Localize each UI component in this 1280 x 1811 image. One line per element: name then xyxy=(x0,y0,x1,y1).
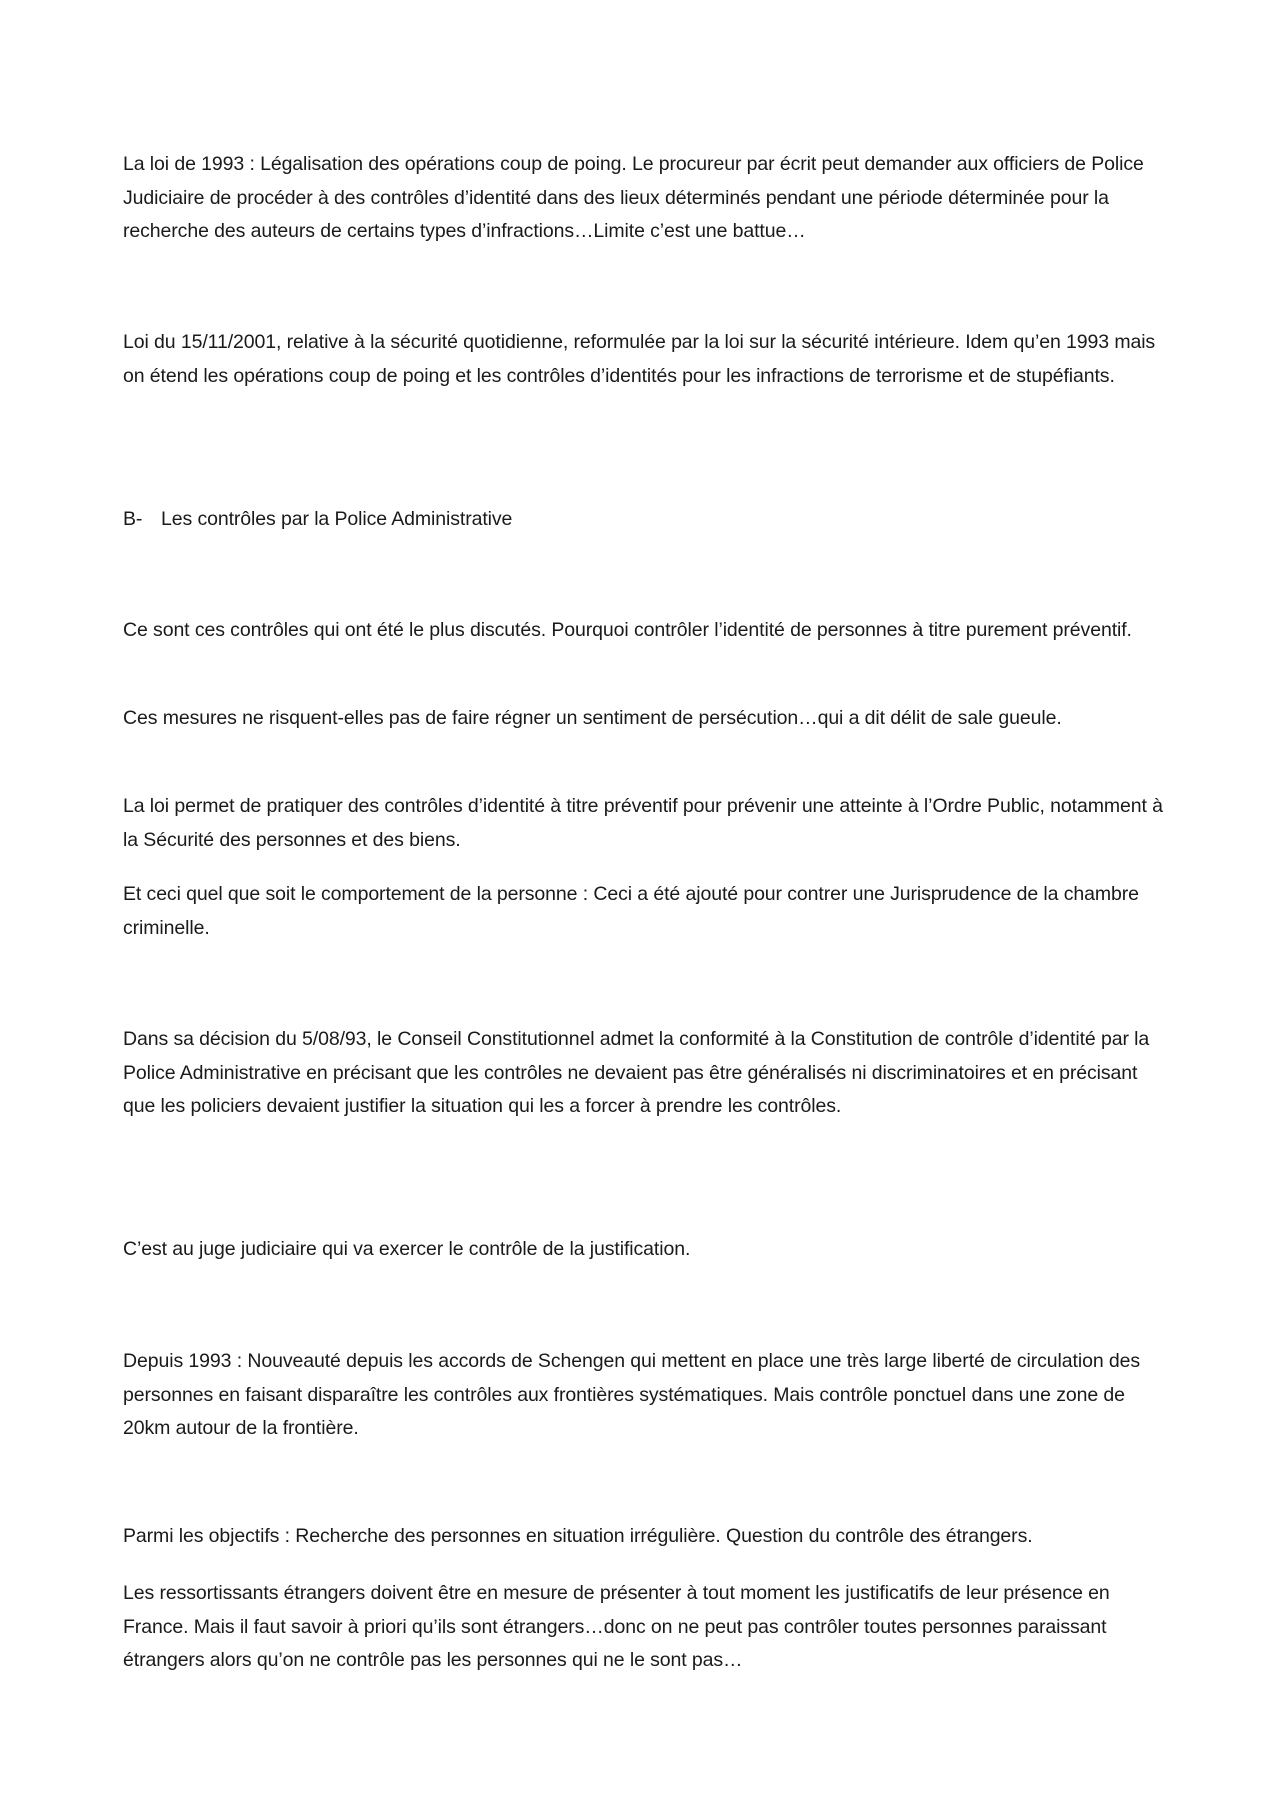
section-heading-title: Les contrôles par la Police Administrative xyxy=(161,508,513,530)
paragraph-juge-judiciaire: C’est au juge judiciaire qui va exercer le contrôle de la justification. xyxy=(123,1238,691,1260)
paragraph-persecution: Ces mesures ne risquent-elles pas de faire régner un sentiment de persécution…qui a dit délit de sale gueule. xyxy=(123,707,1062,729)
paragraph-loi-2001: Loi du 15/11/2001, relative à la sécurité quotidienne, reformulée par la loi sur la sécurité intérieure. Idem qu’en 1993 mais on étend les opérations coup de poing et les contrôles d’identités pour les infractions de terrorisme et de stupéfiants. xyxy=(123,331,1156,387)
paragraph-schengen: Depuis 1993 : Nouveauté depuis les accords de Schengen qui mettent en place une très large liberté de circulation des personnes en faisant disparaître les contrôles aux frontières systématiques. Mais contrôle ponctuel dans une zone de 20km autour de la frontière. xyxy=(123,1350,1141,1439)
paragraph-controles-discutes: Ce sont ces contrôles qui ont été le plus discutés. Pourquoi contrôler l’identité de personnes à titre purement préventif. xyxy=(123,619,1132,641)
paragraph-objectifs: Parmi les objectifs : Recherche des personnes en situation irrégulière. Question du contrôle des étrangers. xyxy=(123,1525,1033,1547)
paragraph-loi-1993: La loi de 1993 : Légalisation des opérations coup de poing. Le procureur par écrit peut demander aux officiers de Police Judiciaire de procéder à des contrôles d’identité dans des lieux déterminés pendant une période déterminée pour la recherche des auteurs de certains types d’infractions…Limite c’est une battue… xyxy=(123,153,1144,242)
section-heading xyxy=(123,503,1163,537)
paragraph-ressortissants: Les ressortissants étrangers doivent être en mesure de présenter à tout moment les justificatifs de leur présence en France. Mais il faut savoir à priori qu’ils sont étrangers…donc on ne peut pas contrôler toutes personnes paraissant étrangers alors qu’on ne contrôle pas les personnes qui ne le sont pas… xyxy=(123,1582,1110,1671)
paragraph-loi-preventif: La loi permet de pratiquer des contrôles d’identité à titre préventif pour prévenir une atteinte à l’Ordre Public, notamment à la Sécurité des personnes et des biens. xyxy=(123,795,1163,851)
paragraph-conseil-constitutionnel: Dans sa décision du 5/08/93, le Conseil Constitutionnel admet la conformité à la Constitution de contrôle d’identité par la Police Administrative en précisant que les contrôles ne devaient pas être généralisés ni discriminatoires et en précisant que les policiers devaient justifier la situation qui les a forcer à prendre les contrôles. xyxy=(123,1028,1150,1117)
section-heading-marker: B- xyxy=(123,508,143,530)
paragraph-comportement: Et ceci quel que soit le comportement de la personne : Ceci a été ajouté pour contrer une Jurisprudence de la chambre criminelle. xyxy=(123,883,1139,939)
